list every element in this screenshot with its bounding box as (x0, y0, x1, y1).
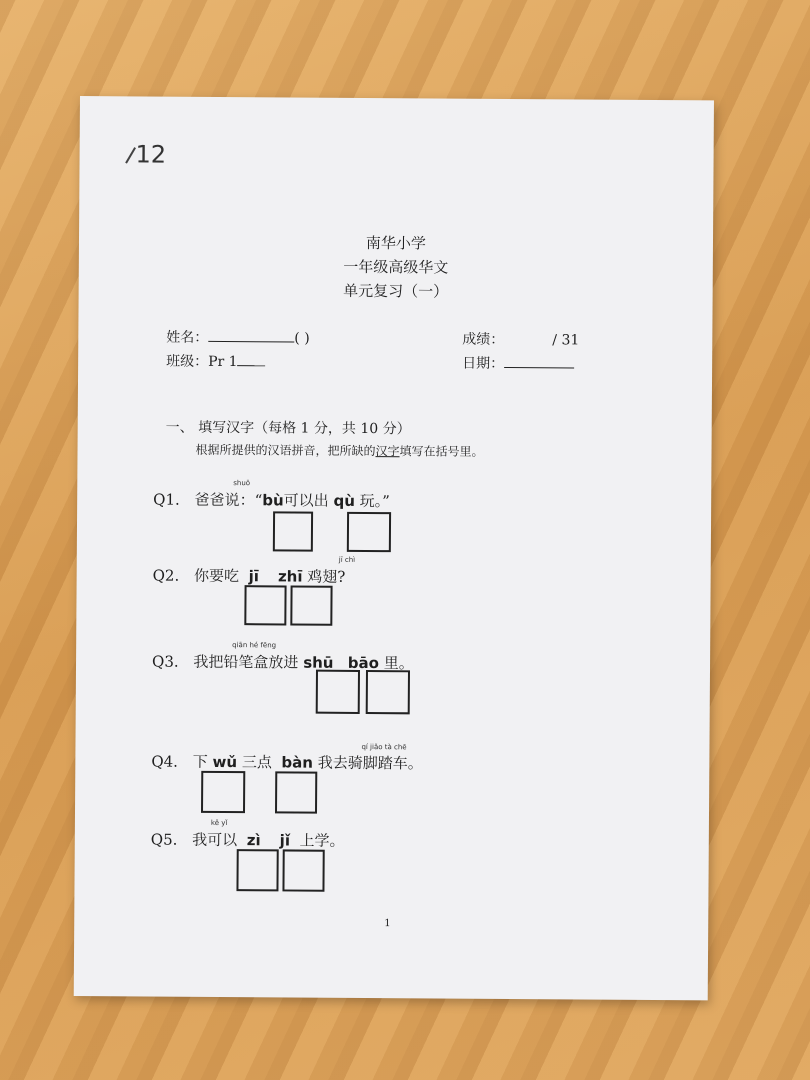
school-name: 南华小学 (365, 234, 427, 253)
q1-ruby: shuō (233, 479, 251, 488)
q2-answer-box-2[interactable] (290, 585, 332, 625)
section-instruction: 根据所提供的汉语拼音，把所缺的汉字填写在括号里。 (195, 442, 484, 459)
q1-answer-box-2[interactable] (347, 512, 391, 552)
handwritten-mark: 12 (121, 140, 166, 168)
q2-ruby: jī chì (338, 555, 356, 564)
q4-answer-box-1[interactable] (201, 771, 245, 813)
q3-answer-box-1[interactable] (316, 670, 360, 714)
question-5: kě yǐ Q5. 我可以 zì jǐ 上学。 (80, 96, 714, 100)
q4-answer-box-2[interactable] (275, 771, 317, 813)
name-field (166, 327, 310, 348)
date-field (462, 353, 574, 374)
q2-pinyin-2: zhī (277, 567, 303, 586)
name-label: 姓名： (166, 329, 209, 346)
q3-pinyin-2: bāo (347, 653, 380, 673)
question-2: jī chì Q2. 你要吃 jī zhī 鸡翅? (80, 96, 714, 100)
q4-ruby: qí jiǎo tà chē (361, 742, 407, 752)
class-label: 班级： (166, 353, 209, 370)
q1-pinyin-2: qù (333, 491, 355, 510)
q2-pinyin-1: jī (248, 567, 259, 586)
q5-answer-box-2[interactable] (282, 849, 324, 891)
class-blank[interactable] (238, 365, 266, 366)
question-1: shuō Q1. 爸爸说：“bù可以出 qù 玩。” (80, 96, 714, 100)
question-4: qí jiǎo tà chē Q4. 下 wǔ 三点 bàn 我去骑脚踏车。 (80, 96, 714, 100)
instruction-key: 汉字 (375, 444, 400, 459)
section-title: 一、 填写汉字（每格 1 分，共 10 分） (165, 419, 411, 438)
name-blank[interactable] (208, 341, 294, 343)
name-paren: ( ) (294, 330, 310, 347)
q4-pinyin-2: bàn (281, 753, 314, 772)
date-label: 日期： (462, 355, 505, 372)
subject-title: 一年级高级华文 (343, 257, 449, 277)
q2-number: Q2. (152, 566, 180, 585)
q5-number: Q5. (150, 830, 178, 849)
q4-pinyin-1: wǔ (212, 752, 238, 772)
q1-answer-box-1[interactable] (273, 511, 313, 551)
q4-number: Q4. (151, 752, 179, 771)
q2-answer-box-1[interactable] (244, 585, 286, 625)
page-number: 1 (384, 918, 391, 930)
q3-pinyin-1: shū (303, 653, 334, 672)
date-blank[interactable] (504, 367, 574, 368)
q5-ruby: kě yǐ (210, 818, 228, 828)
q5-pinyin-1: zì (246, 831, 261, 850)
worksheet-paper (74, 96, 714, 1000)
q3-answer-box-2[interactable] (366, 670, 410, 714)
class-field (166, 351, 266, 372)
class-value: Pr 1 (208, 353, 238, 371)
q3-number: Q3. (151, 652, 179, 671)
score-total: / 31 (552, 332, 580, 349)
q5-pinyin-2: jǐ (279, 831, 291, 850)
score-label: 成绩： (462, 331, 505, 348)
q1-pinyin-1: bù (262, 491, 284, 510)
question-3: qiān hé fēng Q3. 我把铅笔盒放进 shū bāo 里。 (80, 96, 714, 100)
score-field (462, 329, 579, 350)
q3-ruby: qiān hé fēng (232, 641, 277, 650)
unit-title: 单元复习（一） (343, 281, 449, 301)
q5-answer-box-1[interactable] (236, 849, 278, 891)
q1-number: Q1. (153, 490, 180, 509)
